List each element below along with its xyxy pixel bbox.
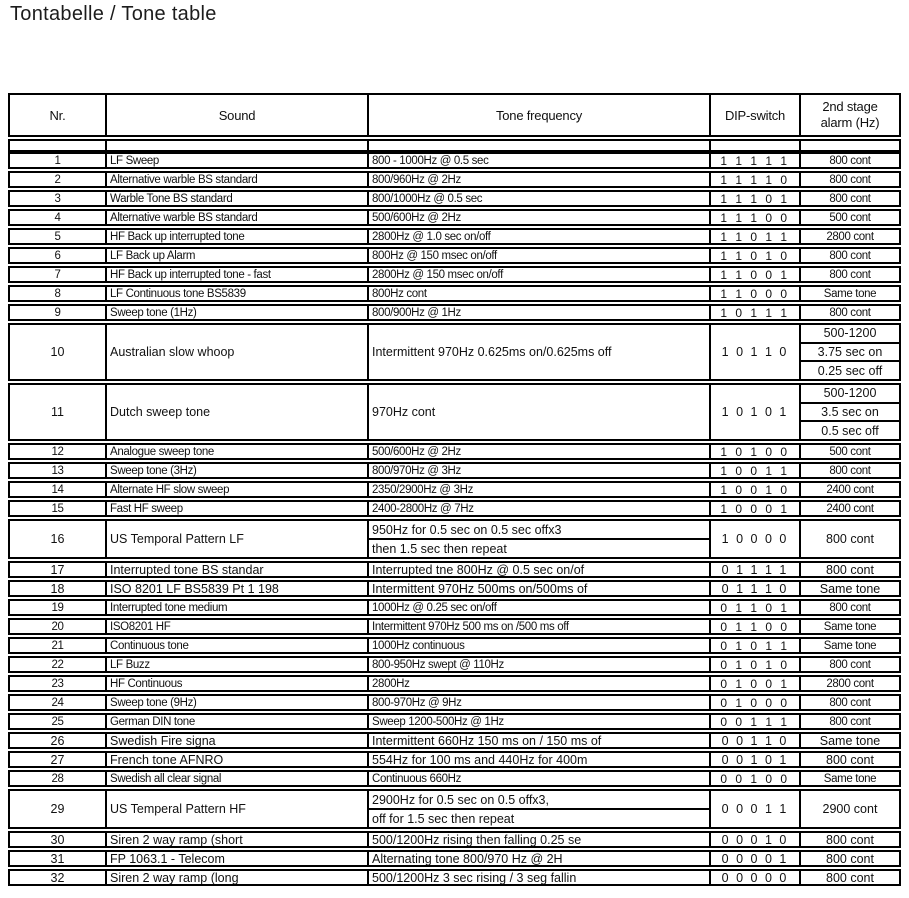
row-nr: 12	[51, 445, 64, 458]
row-tone-frequency: 800-950Hz swept @ 110Hz	[367, 658, 709, 671]
row-dip-switch: 0 1 0 1 1	[709, 639, 799, 652]
row-2nd-stage-alarm: Same tone	[799, 620, 899, 633]
row-tone-frequency	[367, 521, 709, 557]
row-2nd-stage-alarm: 800 cont	[799, 173, 899, 186]
row-nr: 5	[54, 230, 61, 243]
row-nr: 32	[50, 871, 65, 884]
row-2nd-stage-alarm: 800 cont	[799, 192, 899, 205]
row-sound: HF Back up interrupted tone - fast	[105, 268, 367, 281]
row-tone-frequency: Interrupted tne 800Hz @ 0.5 sec on/of	[367, 563, 709, 576]
row-sound: ISO8201 HF	[105, 620, 367, 633]
row-tone-frequency: 500/600Hz @ 2Hz	[367, 445, 709, 458]
row-sound: US Temperal Pattern HF	[105, 791, 367, 827]
row-2nd-stage-alarm-line: 500-1200	[823, 386, 877, 401]
column-header-alarm-line1: 2nd stage	[822, 99, 878, 114]
row-dip-switch: 1 0 1 1 0	[709, 325, 799, 379]
row-dip-switch: 0 0 1 1 0	[709, 734, 799, 747]
row-tone-frequency: 800Hz cont	[367, 287, 709, 300]
table-row	[8, 561, 901, 578]
row-sound: Siren 2 way ramp (short	[105, 833, 367, 846]
row-tone-frequency: 2800Hz	[367, 677, 709, 690]
row-sound: Interrupted tone BS standar	[105, 563, 367, 576]
row-tone-frequency-line: then 1.5 sec then repeat	[369, 538, 709, 557]
row-nr: 25	[51, 715, 64, 728]
row-nr: 18	[50, 582, 65, 595]
row-2nd-stage-alarm: 800 cont	[799, 521, 899, 557]
row-dip-switch: 0 1 0 1 0	[709, 658, 799, 671]
table-row	[8, 675, 901, 692]
table-row	[8, 190, 901, 207]
column-header-sound: Sound	[105, 95, 367, 135]
row-sound: Siren 2 way ramp (long	[105, 871, 367, 884]
row-2nd-stage-alarm: 2400 cont	[799, 502, 899, 515]
row-nr: 28	[51, 772, 64, 785]
row-sound: Swedish all clear signal	[105, 772, 367, 785]
row-nr: 26	[50, 734, 65, 747]
row-tone-frequency: 970Hz cont	[367, 385, 709, 439]
row-2nd-stage-alarm: 800 cont	[799, 833, 899, 846]
row-2nd-stage-alarm: Same tone	[799, 582, 899, 595]
row-2nd-stage-alarm: 800 cont	[799, 658, 899, 671]
row-sound: LF Buzz	[105, 658, 367, 671]
table-row	[8, 383, 901, 441]
row-2nd-stage-alarm: 800 cont	[799, 464, 899, 477]
row-sound: French tone AFNRO	[105, 753, 367, 766]
row-tone-frequency: Sweep 1200-500Hz @ 1Hz	[367, 715, 709, 728]
row-tone-frequency: 800/960Hz @ 2Hz	[367, 173, 709, 186]
row-2nd-stage-alarm: 800 cont	[799, 306, 899, 319]
row-2nd-stage-alarm-line: 3.75 sec on	[801, 342, 899, 361]
row-sound: Swedish Fire signa	[105, 734, 367, 747]
row-dip-switch: 0 0 0 0 0	[709, 871, 799, 884]
row-nr: 29	[50, 802, 65, 816]
row-dip-switch: 0 0 1 1 1	[709, 715, 799, 728]
spacer-row	[8, 139, 901, 152]
row-sound: Warble Tone BS standard	[105, 192, 367, 205]
row-dip-switch: 1 1 0 1 0	[709, 249, 799, 262]
row-tone-frequency: 1000Hz @ 0.25 sec on/off	[367, 601, 709, 614]
row-nr: 31	[50, 852, 65, 865]
row-nr: 9	[54, 306, 61, 319]
row-nr: 4	[54, 211, 61, 224]
table-row	[8, 209, 901, 226]
row-nr: 22	[51, 658, 64, 671]
row-tone-frequency: 800-970Hz @ 9Hz	[367, 696, 709, 709]
table-row	[8, 618, 901, 635]
row-tone-frequency-line: 950Hz for 0.5 sec on 0.5 sec offx3	[372, 522, 562, 537]
table-row	[8, 751, 901, 768]
row-tone-frequency: 500/600Hz @ 2Hz	[367, 211, 709, 224]
row-2nd-stage-alarm: 800 cont	[799, 249, 899, 262]
row-sound: LF Continuous tone BS5839	[105, 287, 367, 300]
row-2nd-stage-alarm: 2900 cont	[799, 791, 899, 827]
row-dip-switch: 0 1 1 0 1	[709, 601, 799, 614]
row-dip-switch: 1 0 1 1 1	[709, 306, 799, 319]
row-nr: 3	[54, 192, 61, 205]
row-sound: Alternative warble BS standard	[105, 173, 367, 186]
row-2nd-stage-alarm: 800 cont	[799, 696, 899, 709]
row-tone-frequency: 500/1200Hz 3 sec rising / 3 seg fallin	[367, 871, 709, 884]
row-dip-switch: 1 0 0 0 1	[709, 502, 799, 515]
row-tone-frequency-line: 2900Hz for 0.5 sec on 0.5 offx3,	[372, 792, 549, 807]
table-header-row	[8, 93, 901, 137]
row-dip-switch: 1 1 0 1 1	[709, 230, 799, 243]
row-nr: 20	[51, 620, 64, 633]
row-dip-switch: 0 0 0 1 1	[709, 791, 799, 827]
row-2nd-stage-alarm-line: 0.5 sec off	[801, 420, 899, 439]
row-nr: 30	[50, 833, 65, 846]
row-2nd-stage-alarm: Same tone	[799, 734, 899, 747]
row-2nd-stage-alarm: 800 cont	[799, 268, 899, 281]
row-2nd-stage-alarm: 2800 cont	[799, 677, 899, 690]
row-2nd-stage-alarm: 800 cont	[799, 852, 899, 865]
table-row	[8, 599, 901, 616]
row-tone-frequency: Intermittent 970Hz 0.625ms on/0.625ms off	[367, 325, 709, 379]
row-2nd-stage-alarm: 800 cont	[799, 563, 899, 576]
table-row	[8, 285, 901, 302]
row-2nd-stage-alarm: 800 cont	[799, 154, 899, 167]
table-row	[8, 500, 901, 517]
row-2nd-stage-alarm: Same tone	[799, 639, 899, 652]
row-dip-switch: 1 1 1 1 1	[709, 154, 799, 167]
row-2nd-stage-alarm: 800 cont	[799, 871, 899, 884]
table-row	[8, 831, 901, 848]
table-row	[8, 304, 901, 321]
table-row	[8, 770, 901, 787]
row-sound: Analogue sweep tone	[105, 445, 367, 458]
row-2nd-stage-alarm-line: 500-1200	[823, 326, 877, 341]
row-sound: Fast HF sweep	[105, 502, 367, 515]
table-row	[8, 580, 901, 597]
row-nr: 21	[51, 639, 64, 652]
table-row	[8, 713, 901, 730]
row-dip-switch: 0 1 1 0 0	[709, 620, 799, 633]
row-sound: Sweep tone (9Hz)	[105, 696, 367, 709]
row-2nd-stage-alarm: 2400 cont	[799, 483, 899, 496]
column-header-2nd-stage-alarm	[799, 95, 899, 135]
row-sound: German DIN tone	[105, 715, 367, 728]
row-2nd-stage-alarm: Same tone	[799, 287, 899, 300]
row-sound: Interrupted tone medium	[105, 601, 367, 614]
table-row	[8, 228, 901, 245]
row-dip-switch: 0 0 0 0 1	[709, 852, 799, 865]
table-row	[8, 266, 901, 283]
row-sound: Dutch sweep tone	[105, 385, 367, 439]
row-sound: Continuous tone	[105, 639, 367, 652]
row-2nd-stage-alarm: 2800 cont	[799, 230, 899, 243]
table-row	[8, 443, 901, 460]
row-dip-switch: 1 1 1 1 0	[709, 173, 799, 186]
table-row	[8, 462, 901, 479]
row-dip-switch: 1 0 0 0 0	[709, 521, 799, 557]
row-sound: Alternate HF slow sweep	[105, 483, 367, 496]
row-dip-switch: 1 0 0 1 1	[709, 464, 799, 477]
row-2nd-stage-alarm: 800 cont	[799, 715, 899, 728]
row-nr: 14	[51, 483, 64, 496]
table-row	[8, 519, 901, 559]
table-body	[8, 152, 901, 886]
row-dip-switch: 0 1 1 1 1	[709, 563, 799, 576]
row-tone-frequency: 2800Hz @ 150 msec on/off	[367, 268, 709, 281]
row-dip-switch: 1 0 1 0 1	[709, 385, 799, 439]
row-tone-frequency: 2800Hz @ 1.0 sec on/off	[367, 230, 709, 243]
row-tone-frequency	[367, 791, 709, 827]
row-sound: HF Continuous	[105, 677, 367, 690]
row-2nd-stage-alarm: 800 cont	[799, 601, 899, 614]
row-nr: 6	[54, 249, 61, 262]
row-tone-frequency: 1000Hz continuous	[367, 639, 709, 652]
table-row	[8, 732, 901, 749]
row-tone-frequency: Alternating tone 800/970 Hz @ 2H	[367, 852, 709, 865]
table-row	[8, 694, 901, 711]
row-sound: HF Back up interrupted tone	[105, 230, 367, 243]
table-row	[8, 152, 901, 169]
row-tone-frequency: 800 - 1000Hz @ 0.5 sec	[367, 154, 709, 167]
row-tone-frequency: 2350/2900Hz @ 3Hz	[367, 483, 709, 496]
row-dip-switch: 1 0 1 0 0	[709, 445, 799, 458]
row-sound: LF Sweep	[105, 154, 367, 167]
row-nr: 7	[54, 268, 61, 281]
row-nr: 11	[51, 405, 64, 419]
table-row	[8, 850, 901, 867]
row-2nd-stage-alarm: 500 cont	[799, 211, 899, 224]
row-sound: Sweep tone (1Hz)	[105, 306, 367, 319]
row-2nd-stage-alarm-line: 3.5 sec on	[801, 402, 899, 421]
table-row	[8, 637, 901, 654]
row-dip-switch: 1 1 1 0 1	[709, 192, 799, 205]
table-row	[8, 789, 901, 829]
row-2nd-stage-alarm-line: 0.25 sec off	[801, 360, 899, 379]
row-dip-switch: 1 0 0 1 0	[709, 483, 799, 496]
row-dip-switch: 0 0 1 0 0	[709, 772, 799, 785]
row-dip-switch: 1 1 1 0 0	[709, 211, 799, 224]
row-dip-switch: 1 1 0 0 0	[709, 287, 799, 300]
row-dip-switch: 1 1 0 0 1	[709, 268, 799, 281]
row-tone-frequency: 500/1200Hz rising then falling 0.25 se	[367, 833, 709, 846]
column-header-dip-switch: DIP-switch	[709, 95, 799, 135]
row-nr: 24	[51, 696, 64, 709]
row-tone-frequency: Intermittent 970Hz 500 ms on /500 ms off	[367, 620, 709, 633]
row-tone-frequency: Intermittent 660Hz 150 ms on / 150 ms of	[367, 734, 709, 747]
row-nr: 1	[54, 154, 61, 167]
page-title: Tontabelle / Tone table	[10, 3, 217, 25]
row-nr: 13	[51, 464, 64, 477]
row-tone-frequency-line: off for 1.5 sec then repeat	[369, 808, 709, 827]
tone-table	[8, 93, 901, 886]
row-dip-switch: 0 0 0 1 0	[709, 833, 799, 846]
row-2nd-stage-alarm	[799, 385, 899, 439]
column-header-alarm-line2: alarm (Hz)	[820, 115, 880, 130]
table-row	[8, 171, 901, 188]
row-sound: Sweep tone (3Hz)	[105, 464, 367, 477]
row-nr: 10	[50, 345, 65, 359]
row-nr: 15	[51, 502, 64, 515]
row-nr: 16	[50, 532, 65, 546]
column-header-tone-frequency: Tone frequency	[367, 95, 709, 135]
column-header-nr: Nr.	[49, 107, 66, 123]
row-nr: 8	[54, 287, 61, 300]
row-2nd-stage-alarm	[799, 325, 899, 379]
row-tone-frequency: 2400-2800Hz @ 7Hz	[367, 502, 709, 515]
table-row	[8, 656, 901, 673]
row-dip-switch: 0 1 0 0 0	[709, 696, 799, 709]
row-dip-switch: 0 0 1 0 1	[709, 753, 799, 766]
row-sound: US Temporal Pattern LF	[105, 521, 367, 557]
row-nr: 2	[54, 173, 61, 186]
row-sound: Alternative warble BS standard	[105, 211, 367, 224]
row-tone-frequency: 800/1000Hz @ 0.5 sec	[367, 192, 709, 205]
row-nr: 19	[51, 601, 64, 614]
table-row	[8, 323, 901, 381]
row-sound: ISO 8201 LF BS5839 Pt 1 198	[105, 582, 367, 595]
row-tone-frequency: 800Hz @ 150 msec on/off	[367, 249, 709, 262]
row-tone-frequency: Continuous 660Hz	[367, 772, 709, 785]
table-row	[8, 481, 901, 498]
row-nr: 27	[50, 753, 65, 766]
row-sound: LF Back up Alarm	[105, 249, 367, 262]
row-tone-frequency: 800/970Hz @ 3Hz	[367, 464, 709, 477]
row-dip-switch: 0 1 1 1 0	[709, 582, 799, 595]
table-row	[8, 247, 901, 264]
row-dip-switch: 0 1 0 0 1	[709, 677, 799, 690]
row-tone-frequency: 800/900Hz @ 1Hz	[367, 306, 709, 319]
row-nr: 17	[50, 563, 65, 576]
table-row	[8, 869, 901, 886]
row-tone-frequency: 554Hz for 100 ms and 440Hz for 400m	[367, 753, 709, 766]
row-sound: Australian slow whoop	[105, 325, 367, 379]
row-nr: 23	[51, 677, 64, 690]
row-2nd-stage-alarm: 800 cont	[799, 753, 899, 766]
row-sound: FP 1063.1 - Telecom	[105, 852, 367, 865]
row-2nd-stage-alarm: 500 cont	[799, 445, 899, 458]
row-tone-frequency: Intermittent 970Hz 500ms on/500ms of	[367, 582, 709, 595]
row-2nd-stage-alarm: Same tone	[799, 772, 899, 785]
